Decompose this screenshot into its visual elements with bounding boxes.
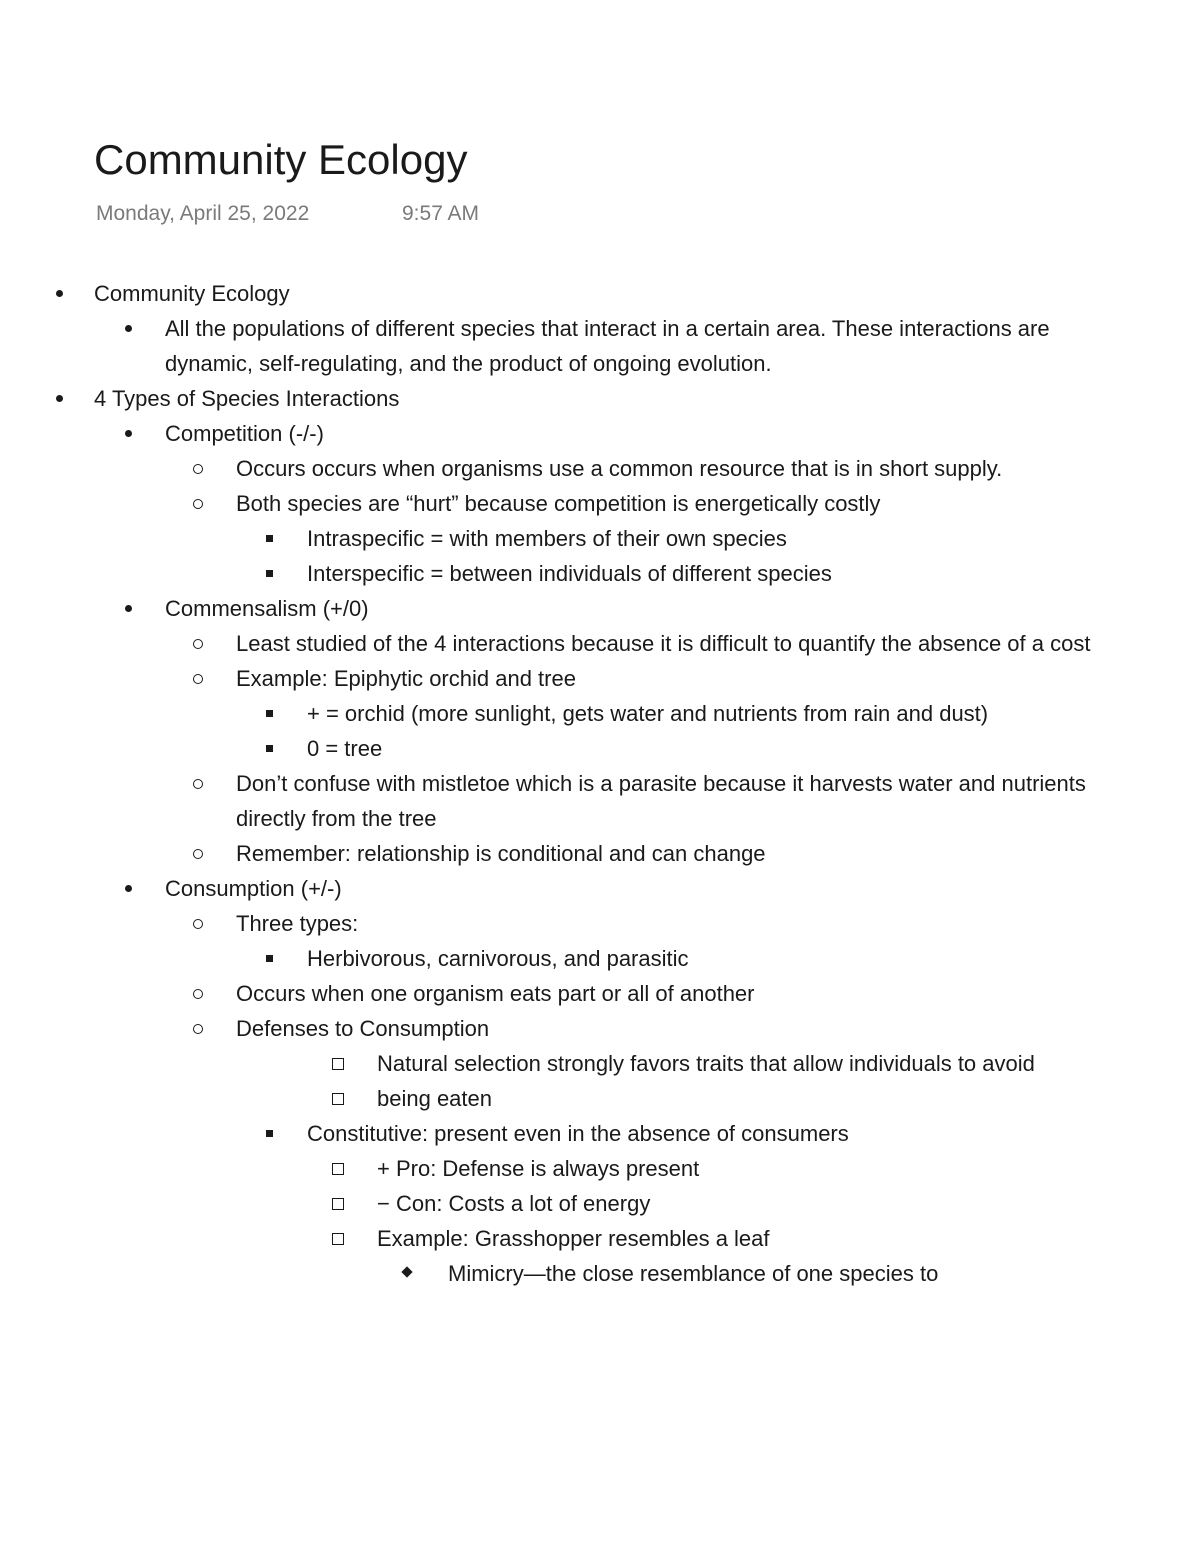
outline-item-text: 0 = tree [307, 736, 383, 761]
outline-item [0, 1081, 1200, 1116]
outline-item [0, 521, 1200, 556]
outline-item-text: − Con: Costs a lot of energy [377, 1191, 651, 1216]
outline-item-text: Occurs when one organism eats part or all of another [236, 981, 755, 1006]
outline-item [0, 486, 1200, 521]
page-title: Community Ecology [94, 136, 468, 183]
outline-item [0, 556, 1200, 591]
outline-item [0, 1256, 1200, 1291]
outline-item-text: Herbivorous, carnivorous, and parasitic [307, 946, 689, 971]
outline-item [0, 1151, 1200, 1186]
page-time: 9:57 AM [402, 202, 480, 225]
outline-list [0, 276, 1200, 1291]
outline-item-text: Constitutive: present even in the absence of consumers [307, 1121, 849, 1146]
outline-item-text: Example: Grasshopper resembles a leaf [377, 1226, 770, 1251]
outline-item-text: + Pro: Defense is always present [377, 1156, 700, 1181]
outline-item-text: Occurs occurs when organisms use a common resource that is in short supply. [236, 456, 1003, 481]
outline-item-text: + = orchid (more sunlight, gets water and nutrients from rain and dust) [307, 701, 989, 726]
outline-item-text: Commensalism (+/0) [165, 596, 369, 621]
outline-item [0, 976, 1200, 1011]
page-meta [96, 200, 480, 228]
outline-item [0, 276, 1200, 311]
outline-item-text: Defenses to Consumption [236, 1016, 490, 1041]
outline-item-text: All the populations of different species that interact in a certain area. These interactions are dynamic, self-regulating, and the product of ongoing evolution. [165, 316, 1050, 376]
outline-item [0, 1116, 1200, 1151]
outline-item-text: Consumption (+/-) [165, 876, 342, 901]
outline-item [0, 451, 1200, 486]
outline-item [0, 416, 1200, 451]
outline-item [0, 1011, 1200, 1046]
outline-item [0, 1221, 1200, 1256]
outline-item [0, 941, 1200, 976]
outline-item-text: Natural selection strongly favors traits that allow individuals to avoid [377, 1051, 1035, 1076]
outline-item [0, 1186, 1200, 1221]
outline-item [0, 696, 1200, 731]
outline-item-text: Remember: relationship is conditional and can change [236, 841, 766, 866]
outline-item [0, 906, 1200, 941]
outline-item [0, 871, 1200, 906]
outline-item-text: 4 Types of Species Interactions [94, 386, 400, 411]
outline-item [0, 661, 1200, 696]
outline-item-text: Both species are “hurt” because competition is energetically costly [236, 491, 881, 516]
outline-item [0, 626, 1200, 661]
outline-item [0, 731, 1200, 766]
outline-item-text: Mimicry—the close resemblance of one species to [448, 1261, 939, 1286]
outline-item-text: Community Ecology [94, 281, 290, 306]
outline-item [0, 766, 1200, 836]
outline-item-text: Don’t confuse with mistletoe which is a parasite because it harvests water and nutrients directly from the tree [236, 771, 1086, 831]
outline-item-text: Least studied of the 4 interactions because it is difficult to quantify the absence of a cost [236, 631, 1091, 656]
outline-item-text: Competition (-/-) [165, 421, 324, 446]
outline-item [0, 591, 1200, 626]
outline-item-text: Intraspecific = with members of their own species [307, 526, 787, 551]
outline-item [0, 381, 1200, 416]
outline-item [0, 836, 1200, 871]
outline-item-text: Three types: [236, 911, 359, 936]
outline-item-text: Interspecific = between individuals of different species [307, 561, 832, 586]
page-date: Monday, April 25, 2022 [96, 202, 310, 225]
outline-item [0, 311, 1200, 381]
outline-item-text: Example: Epiphytic orchid and tree [236, 666, 576, 691]
outline-item [0, 1046, 1200, 1081]
outline-item-text: being eaten [377, 1086, 492, 1111]
